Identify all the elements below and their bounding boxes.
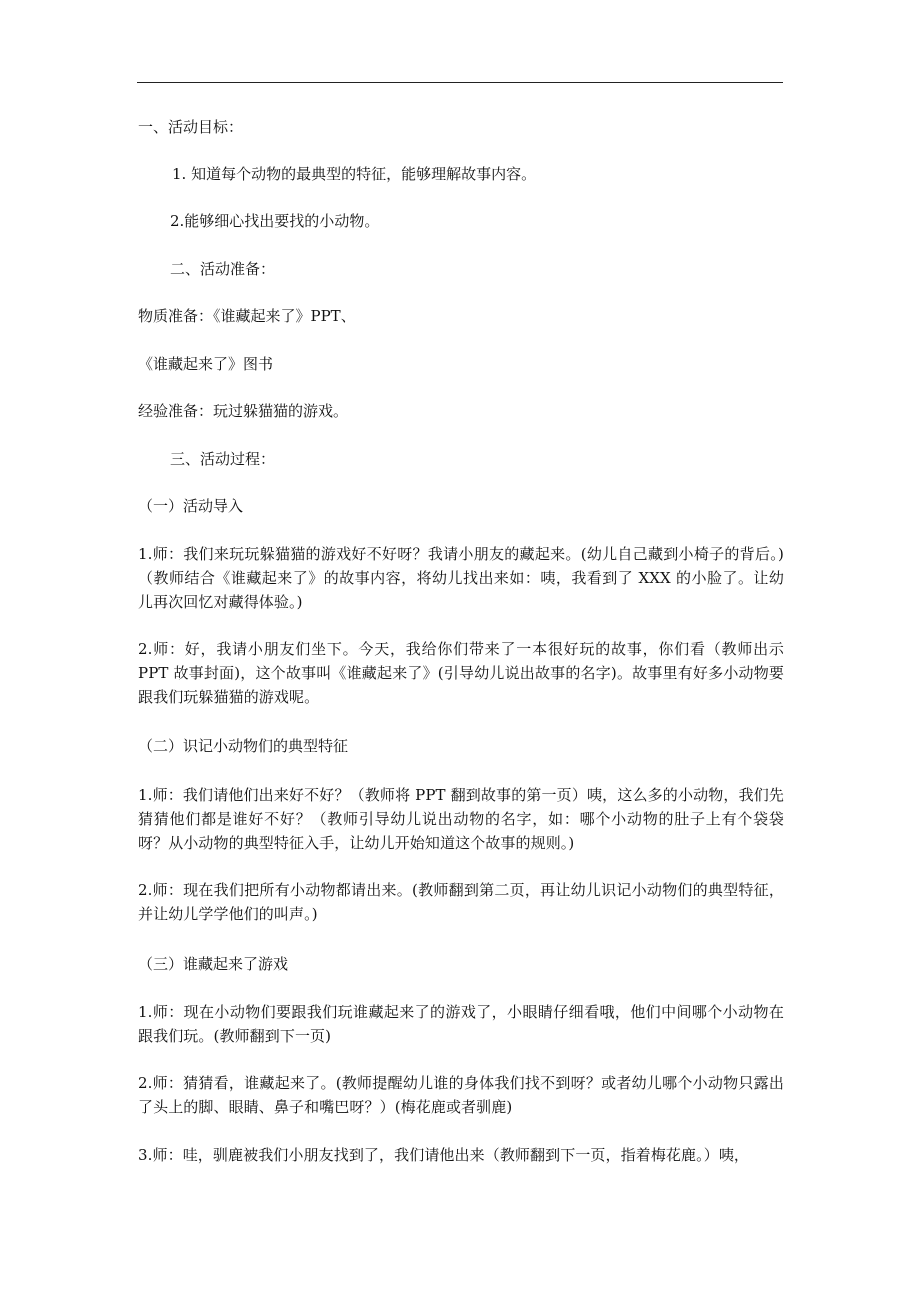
goal-item-1: 1. 知道每个动物的最典型的特征，能够理解故事内容。 <box>172 165 537 183</box>
part1-paragraph-2: 2.师：好，我请小朋友们坐下。今天，我给你们带来了一本很好玩的故事，你们看（教师出示 PPT 故事封面)，这个故事叫《谁藏起来了》(引导幼儿说出故事的名字)。故事里有好多小动物要跟我们玩躲猫猫的游戏呢。 <box>138 640 784 706</box>
section-heading-goals: 一、活动目标： <box>138 118 244 136</box>
part2-paragraph-1: 1.师：我们请他们出来好不好？（教师将 PPT 翻到故事的第一页）咦，这么多的小动物，我们先猜猜他们都是谁好不好？（教师引导幼儿说出动物的名字，如：哪个小动物的肚子上有个袋袋呀？从小动物的典型特征入手，让幼儿开始知道这个故事的规则。) <box>138 786 784 852</box>
part1-paragraph-1: 1.师：我们来玩玩躲猫猫的游戏好不好呀？我请小朋友的藏起来。(幼儿自己藏到小椅子的背后。)（教师结合《谁藏起来了》的故事内容，将幼儿找出来如：咦，我看到了 XXX 的小脸了。让幼儿再次回忆对藏得体验。) <box>138 545 784 611</box>
part3-paragraph-3: 3.师：哇，驯鹿被我们小朋友找到了，我们请他出来（教师翻到下一页，指着梅花鹿。）咦， <box>138 1146 750 1164</box>
part3-paragraph-1: 1.师：现在小动物们要跟我们玩谁藏起来了的游戏了，小眼睛仔细看哦，他们中间哪个小动物在跟我们玩。(教师翻到下一页) <box>138 1003 784 1045</box>
experience-preparation: 经验准备：玩过躲猫猫的游戏。 <box>138 402 349 420</box>
part3-paragraph-2: 2.师：猜猜看，谁藏起来了。(教师提醒幼儿谁的身体我们找不到呀？或者幼儿哪个小动物只露出了头上的脚、眼睛、鼻子和嘴巴呀？）(梅花鹿或者驯鹿) <box>138 1074 784 1116</box>
part2-heading: （二）识记小动物们的典型特征 <box>138 737 349 755</box>
part3-heading: （三）谁藏起来了游戏 <box>138 955 289 973</box>
part1-heading: （一）活动导入 <box>138 497 244 515</box>
section-heading-process: 三、活动过程： <box>170 450 276 468</box>
part2-paragraph-2: 2.师：现在我们把所有小动物都请出来。(教师翻到第二页，再让幼儿识记小动物们的典型特征，并让幼儿学学他们的叫声。) <box>138 881 784 923</box>
material-book: 《谁藏起来了》图书 <box>138 355 274 373</box>
section-heading-preparation: 二、活动准备： <box>170 260 276 278</box>
goal-item-2: 2.能够细心找出要找的小动物。 <box>170 212 380 230</box>
header-rule <box>137 82 783 83</box>
material-preparation: 物质准备：《谁藏起来了》PPT、 <box>138 307 356 325</box>
